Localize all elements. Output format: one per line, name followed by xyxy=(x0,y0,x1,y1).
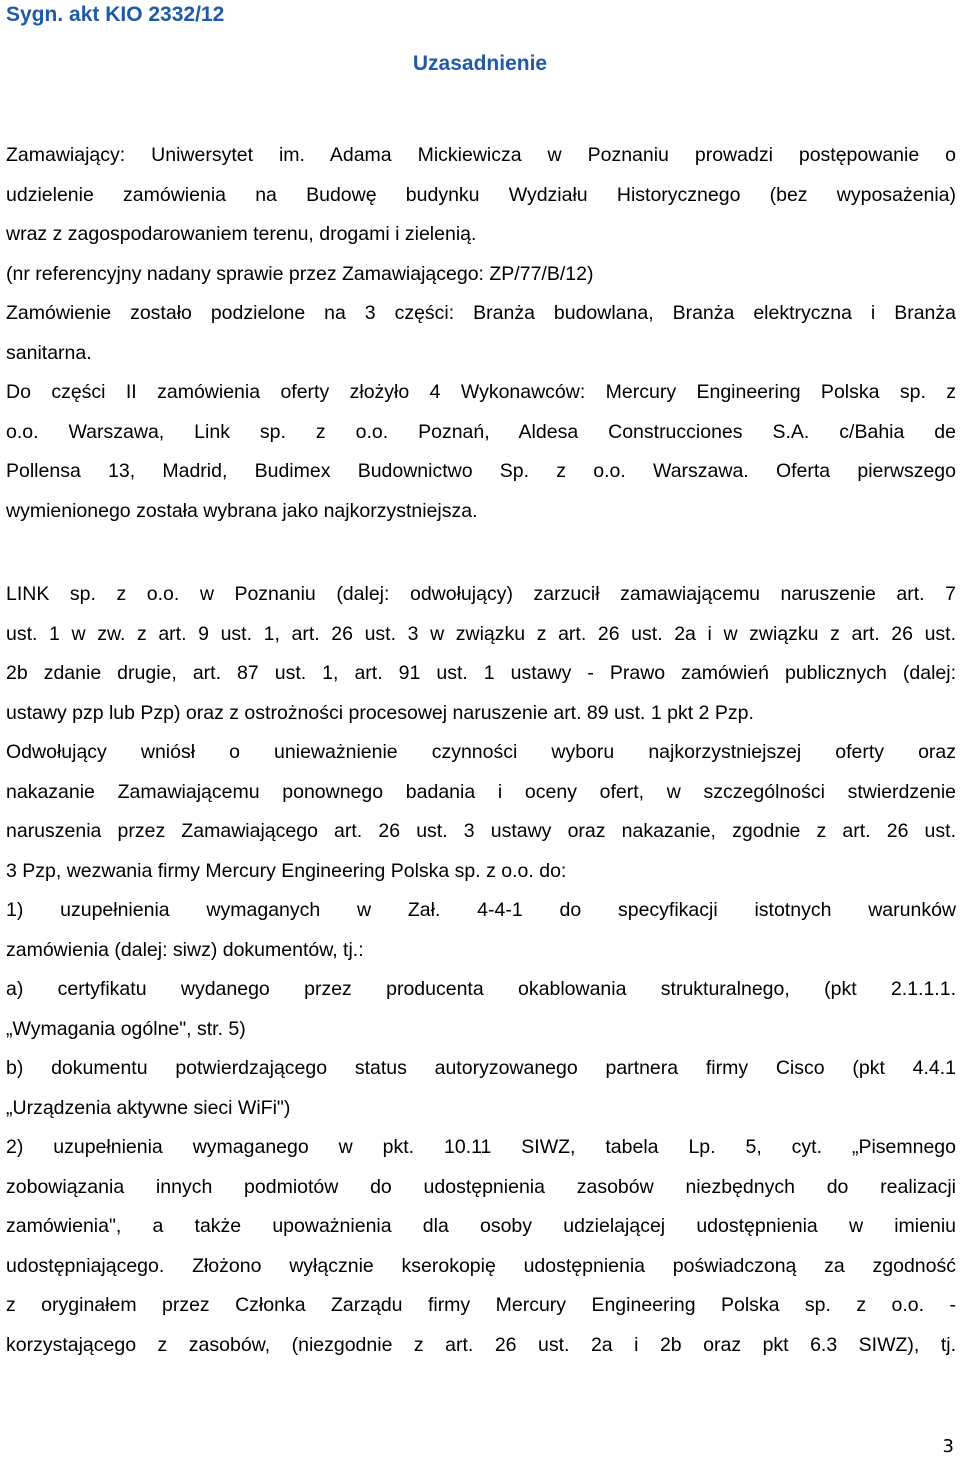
text-line: nakazanie Zamawiającemu ponownego badania i oceny ofert, w szczególności stwierdzenie xyxy=(6,780,956,803)
list-item: 2) uzupełnienia wymaganego w pkt. 10.11 SIWZ, tabela Lp. 5, cyt. „Pisemnego xyxy=(6,1136,956,1158)
text-line: LINK sp. z o.o. w Poznaniu (dalej: odwołujący) zarzucił zamawiającemu naruszenie art. 7 xyxy=(6,583,956,605)
text-line: wraz z zagospodarowaniem terenu, drogami i zielenią. xyxy=(6,223,477,245)
paragraph-appeal xyxy=(6,575,956,1365)
text-line: z oryginałem przez Członka Zarządu firmy Mercury Engineering Polska sp. z o.o. - xyxy=(6,1294,956,1316)
text-line: Zamawiający: Uniwersytet im. Adama Mickiewicza w Poznaniu prowadzi postępowanie o xyxy=(6,144,956,166)
text-line: udostępniającego. Złożono wyłącznie kserokopię udostępnienia poświadczoną za zgodność xyxy=(6,1254,956,1277)
text-line: wymienionego została wybrana jako najkorzystniejsza. xyxy=(6,499,478,522)
text-line: ustawy pzp lub Pzp) oraz z ostrożności procesowej naruszenie art. 89 ust. 1 pkt 2 Pzp. xyxy=(6,701,754,724)
text-line: zobowiązania innych podmiotów do udostępnienia zasobów niezbędnych do realizacji xyxy=(6,1175,956,1198)
page-number: 3 xyxy=(942,1436,954,1457)
page-title: Uzasadnienie xyxy=(412,52,548,75)
text-line: ust. 1 w zw. z art. 9 ust. 1, art. 26 ust. 3 w związku z art. 26 ust. 2a i w związku z art. 26 ust. xyxy=(6,622,956,645)
text-line: zamówienia", a także upoważnienia dla osoby udzielającej udostępnienia w imieniu xyxy=(6,1215,956,1237)
text-line: o.o. Warszawa, Link sp. z o.o. Poznań, Aldesa Construcciones S.A. c/Bahia de xyxy=(6,420,956,443)
list-item: b) dokumentu potwierdzającego status autoryzowanego partnera firmy Cisco (pkt 4.4.1 xyxy=(6,1057,956,1079)
text-line: udzielenie zamówienia na Budowę budynku Wydziału Historycznego (bez wyposażenia) xyxy=(6,183,956,206)
text-line: korzystającego z zasobów, (niezgodnie z art. 26 ust. 2a i 2b oraz pkt 6.3 SIWZ), tj. xyxy=(6,1333,956,1356)
case-signature: Sygn. akt KIO 2332/12 xyxy=(6,3,225,26)
text-line: (nr referencyjny nadany sprawie przez Zamawiającego: ZP/77/B/12) xyxy=(6,262,594,285)
text-line: sanitarna. xyxy=(6,341,92,364)
list-item: a) certyfikatu wydanego przez producenta okablowania strukturalnego, (pkt 2.1.1.1. xyxy=(6,978,956,1000)
text-line: Pollensa 13, Madrid, Budimex Budownictwo Sp. z o.o. Warszawa. Oferta pierwszego xyxy=(6,460,956,482)
text-line: naruszenia przez Zamawiającego art. 26 ust. 3 ustawy oraz nakazanie, zgodnie z art. 26 ust. xyxy=(6,820,956,842)
text-line: 2b zdanie drugie, art. 87 ust. 1, art. 91 ust. 1 ustawy - Prawo zamówień publicznych (dalej: xyxy=(6,662,956,684)
list-item: 1) uzupełnienia wymaganych w Zał. 4-4-1 do specyfikacji istotnych warunków xyxy=(6,899,956,921)
text-line: 3 Pzp, wezwania firmy Mercury Engineering Polska sp. z o.o. do: xyxy=(6,859,567,882)
text-line: „Urządzenia aktywne sieci WiFi") xyxy=(6,1096,291,1119)
text-line: zamówienia (dalej: siwz) dokumentów, tj.: xyxy=(6,938,364,961)
text-line: Zamówienie zostało podzielone na 3 części: Branża budowlana, Branża elektryczna i Branża xyxy=(6,302,956,324)
text-line: Do części II zamówienia oferty złożyło 4 Wykonawców: Mercury Engineering Polska sp. z xyxy=(6,381,956,403)
text-line: Odwołujący wniósł o unieważnienie czynności wyboru najkorzystniejszej oferty oraz xyxy=(6,741,956,763)
text-line: „Wymagania ogólne", str. 5) xyxy=(6,1017,246,1040)
paragraph-intro xyxy=(6,136,956,531)
